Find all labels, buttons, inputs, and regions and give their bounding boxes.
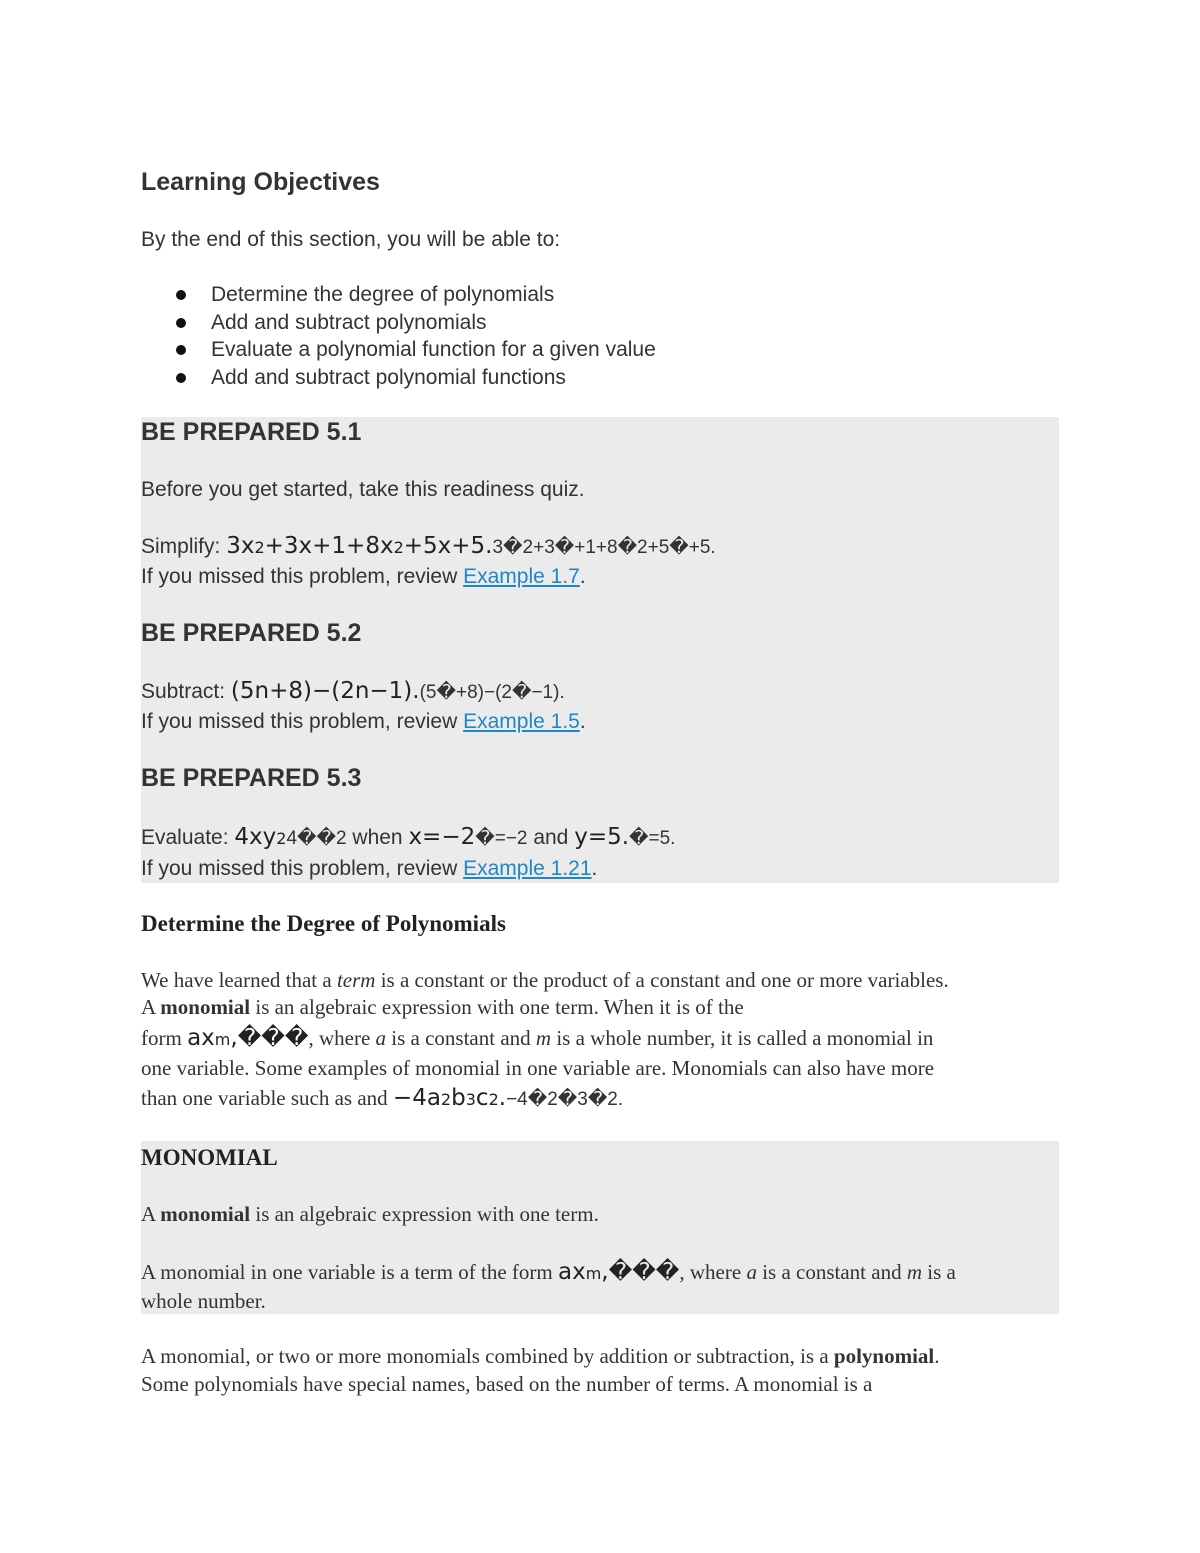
be-prepared-5-3-problem: Evaluate: 4xy24��2 when x=−2�=−2 and y=5.�=5.	[141, 824, 676, 850]
be-prepared-5-3-title: BE PREPARED 5.3	[141, 764, 362, 792]
monomial-definition-box	[141, 1141, 1059, 1314]
list-item: Determine the degree of polynomials	[141, 281, 656, 309]
monomial-box-title: MONOMIAL	[141, 1145, 278, 1170]
polynomial-para-line-2: Some polynomials have special names, based on the number of terms. A monomial is a	[141, 1372, 873, 1396]
degree-section-heading: Determine the Degree of Polynomials	[141, 911, 506, 936]
degree-para-line-5: than one variable such as and −4a2b3c2.−4�2�3�2.	[141, 1085, 624, 1111]
degree-para-line-4: one variable. Some examples of monomial in one variable are. Monomials can also have more	[141, 1056, 935, 1080]
degree-para-line-1: We have learned that a term is a constant or the product of a constant and one or more variables.	[141, 968, 949, 992]
degree-para-line-2: A monomial is an algebraic expression with one term. When it is of the	[141, 995, 744, 1019]
be-prepared-5-2-title: BE PREPARED 5.2	[141, 619, 362, 647]
monomial-definition: A monomial is an algebraic expression with one term.	[141, 1202, 599, 1226]
be-prepared-5-1-review: If you missed this problem, review Example 1.7.	[141, 565, 586, 588]
degree-para-line-3: form axm,���, where a is a constant and m is a whole number, it is called a monomial in	[141, 1025, 934, 1051]
bullet-icon	[176, 290, 186, 300]
example-1-5-link[interactable]: Example 1.5	[463, 710, 580, 733]
be-prepared-5-2-problem: Subtract: (5n+8)−(2n−1).(5�+8)−(2�−1).	[141, 678, 565, 704]
learning-objectives-list	[141, 281, 656, 391]
be-prepared-5-3-review: If you missed this problem, review Example 1.21.	[141, 857, 598, 880]
monomial-one-variable-line-1: A monomial in one variable is a term of the form axm,���, where a is a constant and m is a	[141, 1259, 956, 1285]
learning-objectives-heading: Learning Objectives	[141, 168, 380, 196]
learning-objectives-intro: By the end of this section, you will be able to:	[141, 228, 561, 251]
bullet-icon	[176, 345, 186, 355]
example-1-21-link[interactable]: Example 1.21	[463, 857, 592, 880]
be-prepared-5-1-title: BE PREPARED 5.1	[141, 418, 362, 446]
list-item: Evaluate a polynomial function for a given value	[141, 336, 656, 364]
list-item: Add and subtract polynomials	[141, 309, 656, 337]
bullet-icon	[176, 373, 186, 383]
list-item: Add and subtract polynomial functions	[141, 364, 656, 392]
bullet-icon	[176, 318, 186, 328]
example-1-7-link[interactable]: Example 1.7	[463, 565, 580, 588]
monomial-one-variable-line-2: whole number.	[141, 1289, 266, 1313]
polynomial-para-line-1: A monomial, or two or more monomials combined by addition or subtraction, is a polynomial.	[141, 1344, 940, 1368]
be-prepared-5-2-review: If you missed this problem, review Example 1.5.	[141, 710, 586, 733]
be-prepared-5-1-problem: Simplify: 3x2+3x+1+8x2+5x+5.3�2+3�+1+8�2+5�+5.	[141, 533, 716, 559]
be-prepared-5-1-intro: Before you get started, take this readiness quiz.	[141, 478, 585, 501]
